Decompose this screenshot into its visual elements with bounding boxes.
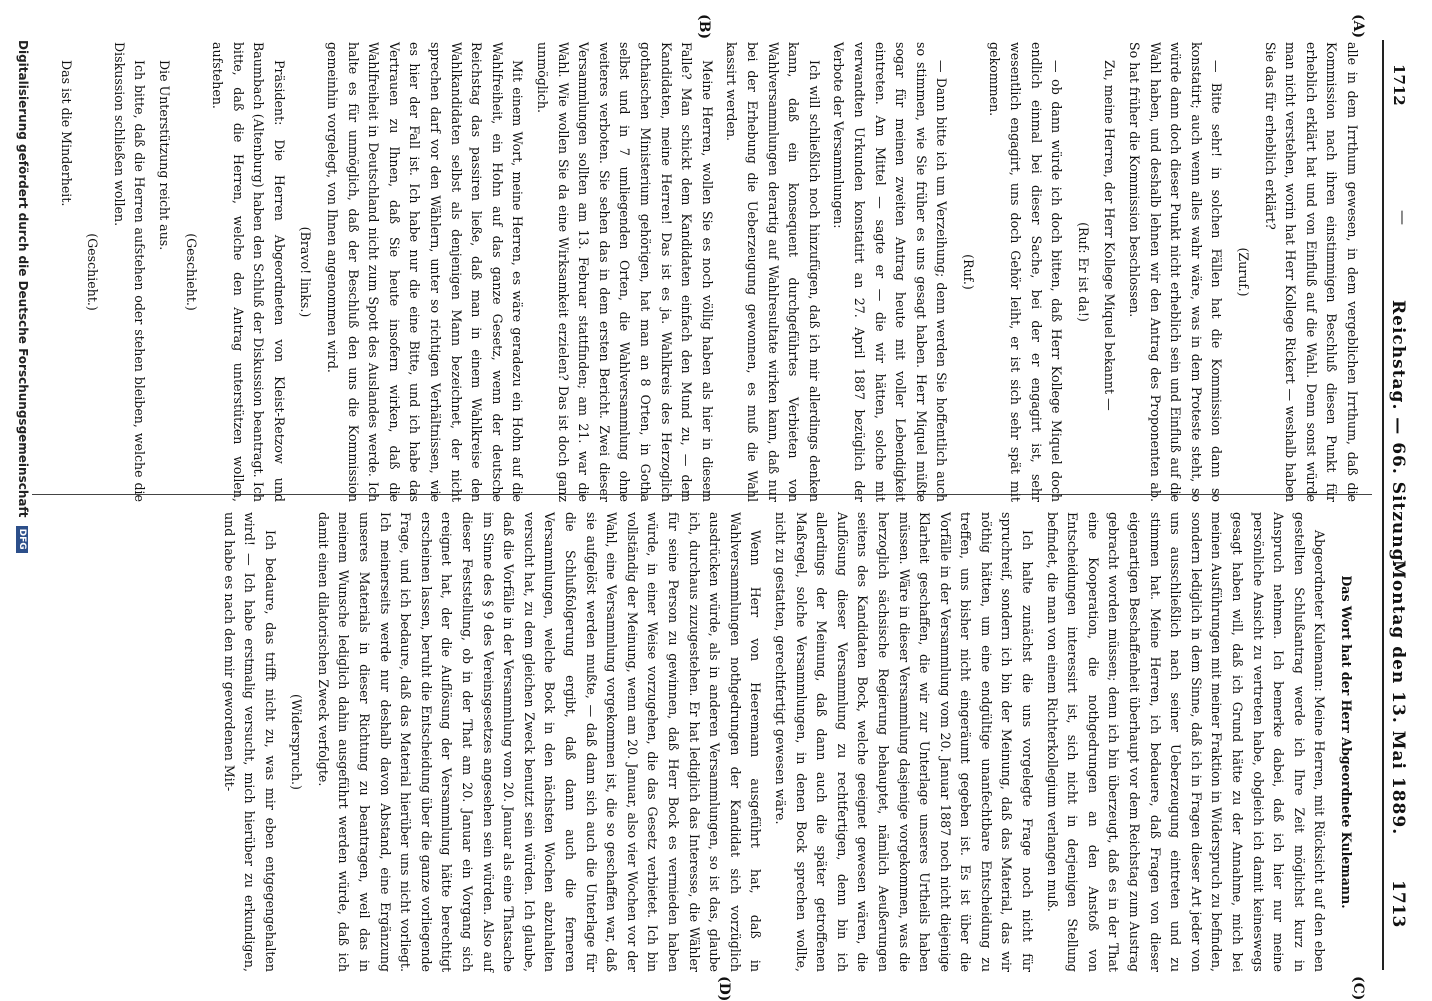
- paragraph: Wenn Herr von Heeremann ausgeführt hat, daß in Wahlversammlungen nothgedrungen der Kandidat sich vorzüglich ausdrücken würde, als in anderen Versammlungen, so ist das, glaube ich, durchaus zuzugestehen. Er hat lediglich das Interesse, die Wähler für seine Person zu gewinnen, daß Herr Bock es vermieden haben würde, in einer Weise vorzugehen, die das Gesetz verbietet. Ich bin vollständig der Meinung, wenn am 20. Januar, also vier Wochen vor der Wahl, eine Versammlung vorgekommen ist, die so geschaffen war, daß sie aufgelöst werden mußte, — daß dann sich auch die Unterlage für die Schlußfolgerung ergibt, daß dann auch die ferneren Versammlungen, welche Bock in den nächsten Wochen abzuhalten versucht hat, zu dem gleichen Zweck benutzt sein würden. Ich glaube, daß die Vorfälle in der Versammlung vom 20. Januar als eine Thatsache im Sinne des § 9 des Vereinsgesetzes angesehen sein würden. Also auf dieser Feststellung, ob in der That am 20. Januar ein Vorgang sich ereignet hat, der die Auflösung der Versammlung hätte berechtigt erscheinen lassen, beruht die Entscheidung über die ganze vorliegende Frage, und ich bedaure, daß das Material hierüber uns nicht vorliegt. Ich meinerseits werde nur deshalb davon Abstand, eine Ergänzung unseres Materials in dieser Richtung zu beantragen, weil das in meinem Wunsche lediglich dahin ausgeführt werden würde, daß ich damit einen dilatorischen Zweck verfolgte.: [315, 512, 764, 972]
- interjection: (Ruf: Er ist da!): [1075, 222, 1091, 322]
- paragraph: Das ist die Minderheit.: [58, 60, 74, 207]
- paragraph: Zu, meine Herren, der Herr Kollege Miquel bekannt —: [1102, 60, 1118, 411]
- interjection: (Widerspruch.): [289, 694, 305, 790]
- page-number: 1713: [1388, 880, 1408, 928]
- page-header: [1384, 0, 1414, 1000]
- margin-marker-d: (D): [716, 976, 732, 1001]
- interjection: (Geschieht.): [183, 233, 199, 311]
- margin-marker-b: (B): [696, 14, 712, 40]
- paragraph: — Bitte sehr! in solchen Fällen hat die Kommission dann so konstatirt; auch wenn alles wahr wäre, was in dem Proteste steht, so würde dann doch dieser Punkt nicht erheblich sein und Einfluß auf die Wahl haben, und deshalb lehnen wir den Antrag des Proponenten ab. So hat früher die Kommission beschlossen.: [1127, 42, 1225, 502]
- interjection: (Ruf.): [960, 254, 976, 290]
- paragraph: Ich bedaure, das trifft nicht zu, was mir eben entgegengehalten wird! — Ich habe erstmalig versucht, mich hierüber zu erkundigen, und habe es nach den mir gewordenen Mit-: [221, 512, 278, 972]
- paragraph: — ob dann würde ich doch bitten, daß Herr Kollege Miquel doch endlich einmal bei dieser Sache, bei der er engagirt ist, sehr wesentlich engagirt, uns doch Gehör leiht, er ist sich sehr spät mit gekommen.: [987, 42, 1065, 502]
- paragraph: alle in dem Irrthum gewesen, in dem vergeblichen Irrthum, daß die Kommission nach ihren einstimmigen Beschluß diesen Punkt für erheblich erklärt hat und von Einfluß auf die Wahl. Denn sonst würde man nicht verstehen, worin hat Herr Kollege Rickert — weshalb haben Sie das für erheblich erklärt?: [1262, 42, 1360, 502]
- left-column: [58, 42, 1362, 502]
- margin-marker-c: (C): [1350, 976, 1366, 1001]
- dfg-logo: DFG: [17, 526, 29, 553]
- paragraph: Abgeordneter Kulemann: Meine Herren, mit Rücksicht auf den eben gestellten Schlußantrag werde ich Ihre Zeit möglichst kurz in Anspruch nehmen. Ich bemerke dabei, daß ich hier nur meine persönliche Ansicht zu vertreten habe, obgleich ich damit keineswegs gesagt haben will, daß ich Grund hätte zu der Annahme, mich bei meinen Ausführungen mit meiner Fraktion in Widerspruch zu befinden, sondern lediglich in dem Sinne, daß ich in Fragen dieser Art jeder von uns ausschließlich nach seiner Ueberzeugung eintreten und zu stimmen hat. Meine Herren, ich bedauere, daß Fragen von dieser eigenartigen Beschaffenheit überhaupt vor dem Reichstag zum Austrag gebracht worden müssen; denn ich bin überzeugt, daß es in der That eine Kooperation, die nothgedrungen an den Anstoß von Entscheidungen interessirt ist, sich nicht in derjenigen Stellung befindet, die man von einem Richterkollegium verlangen muß.: [1044, 512, 1328, 972]
- interjection: (Geschieht.): [85, 233, 101, 311]
- paragraph: Ich halte zunächst die uns vorgelegte Frage noch nicht für spruchreif, sondern ich bin der Meinung, daß das Material, das wir nöthig hätten, um eine endgültige unanfechtbare Entscheidung zu treffen, uns bisher nicht eingeräumt gegeben ist. Es ist über die Vorfälle in der Versammlung vom 20. Januar 1887 noch nicht diejenige Klarheit geschaffen, die wir zur Unterlage unseres Urtheils haben müssen. Wäre in dieser Versammlung dasjenige vorgekommen, was die herzoglich sächsische Regierung behauptet, nämlich Aeußerungen seitens des Kandidaten Bock, welche geeignet gewesen wären, die Auflösung dieser Versammlung zu rechtfertigen, denn bin ich allerdings der Meinung, daß dann auch die später getroffenen Maßregel, solche Versammlungen, in denen Bock sprechen wollte, nicht zu gestatten, gerechtfertigt gewesen wäre.: [772, 512, 1036, 972]
- header-rule: [1382, 40, 1384, 970]
- header-left-fragment: 1712: [1390, 64, 1408, 106]
- quote-paragraph: Ich will schließlich noch hinzufügen, daß ich mir allerdings denken kann, daß ein konsequent durchgeführtes Verbieten von Wahlversammlungen derartig auf Wahlresultate wirken kann, daß nur bei der Erhebung die Ueberzeugung gewonnen, es muß die Wahl kassirt werden.: [724, 42, 822, 502]
- paragraph: — Dann bitte ich um Verzeihung; denn werden Sie hoffentlich auch so stimmen, wie Sie früher es uns gesagt haben. Herr Miquel müßte sogar für meinen zweiten Antrag heute mit voller Lebendigkeit eintreten. Am Mittel — sagte er — die wir hätten, solche mit verwandten Urkunden konstatirt an 27. April 1887 bezüglich der Verbote der Versammlungen:: [831, 42, 950, 502]
- paragraph: Die Unterstützung reicht aus.: [156, 60, 172, 251]
- right-column: [62, 512, 1362, 972]
- header-session-title: Reichstag. — 66. Sitzung.: [1388, 300, 1408, 569]
- paragraph: Mit einem Wort, meine Herren, es wäre geradezu ein Hohn auf die Wahlfreiheit, ein Hohn auf das ganze Gesetz, wenn der deutsche Reichstag das passiren ließe, daß man in einem Wahlkreise den Wahlkandidaten selbst als denjenigen Mann bezeichnet, der nicht sprechen darf vor den Wählern, unter so richtigen Verhältnissen, wie es hier der Fall ist. Ich habe nur die eine Bitte, und ich habe das Vertrauen zu Ihnen, daß Sie heute insofern wirken, daß die Wahlfreiheit in Deutschland nicht zum Spott des Auslandes werde. Ich halte es für unmöglich, daß der Beschluß den uns die Kommission gemeinhin vorgelegt, von Ihnen angenommen wird.: [325, 42, 526, 502]
- interjection: (Zuruf.): [1236, 247, 1252, 297]
- header-date: Montag den 13. Mai 1889.: [1388, 560, 1408, 836]
- interjection: (Bravo! links.): [298, 226, 314, 318]
- margin-marker-a: (A): [1350, 14, 1366, 39]
- credit-text: Digitalisierung gefördert durch die Deutsche Forschungsgemeinschaft: [16, 40, 30, 518]
- president-paragraph: Präsident: Die Herren Abgeordneten von Kleist-Retzow und Baumbach (Altenburg) haben den Schluß der Diskussion beantragt. Ich bitte, daß die Herren, welche den Antrag unterstützen wollen, aufstehen.: [210, 42, 287, 502]
- paragraph: Ich bitte, daß die Herren aufstehen oder stehen bleiben, welche die Diskussion schließen wollen.: [111, 42, 148, 502]
- header-dash: —: [1394, 210, 1412, 225]
- speaker-announcement: Das Wort hat der Herr Abgeordnete Kulemann.: [1339, 575, 1354, 909]
- digitization-credit: [10, 40, 30, 940]
- paragraph: Meine Herren, wollen Sie es noch völlig haben als hier in diesem Falle? Man schickt dem Kandidaten einfach den Mund zu, — dem Kandidaten, meine Herren! Das ist es ja. Wahlkreis des Herzoglich gothaischen Ministerium gehörigen, hat man an 8 Orten, in Gotha selbst und in 7 umliegenden Orten, die Wahlversammlung ohne weiteres verboten. Sie sehen das in dem ersten Bericht. Zwei dieser Versammlungen sollten am 13. Februar stattfinden; am 21. war die Wahl. Wie wollen Sie da eine Wirksamkeit erzielen? Das ist doch ganz unmöglich.: [535, 42, 715, 502]
